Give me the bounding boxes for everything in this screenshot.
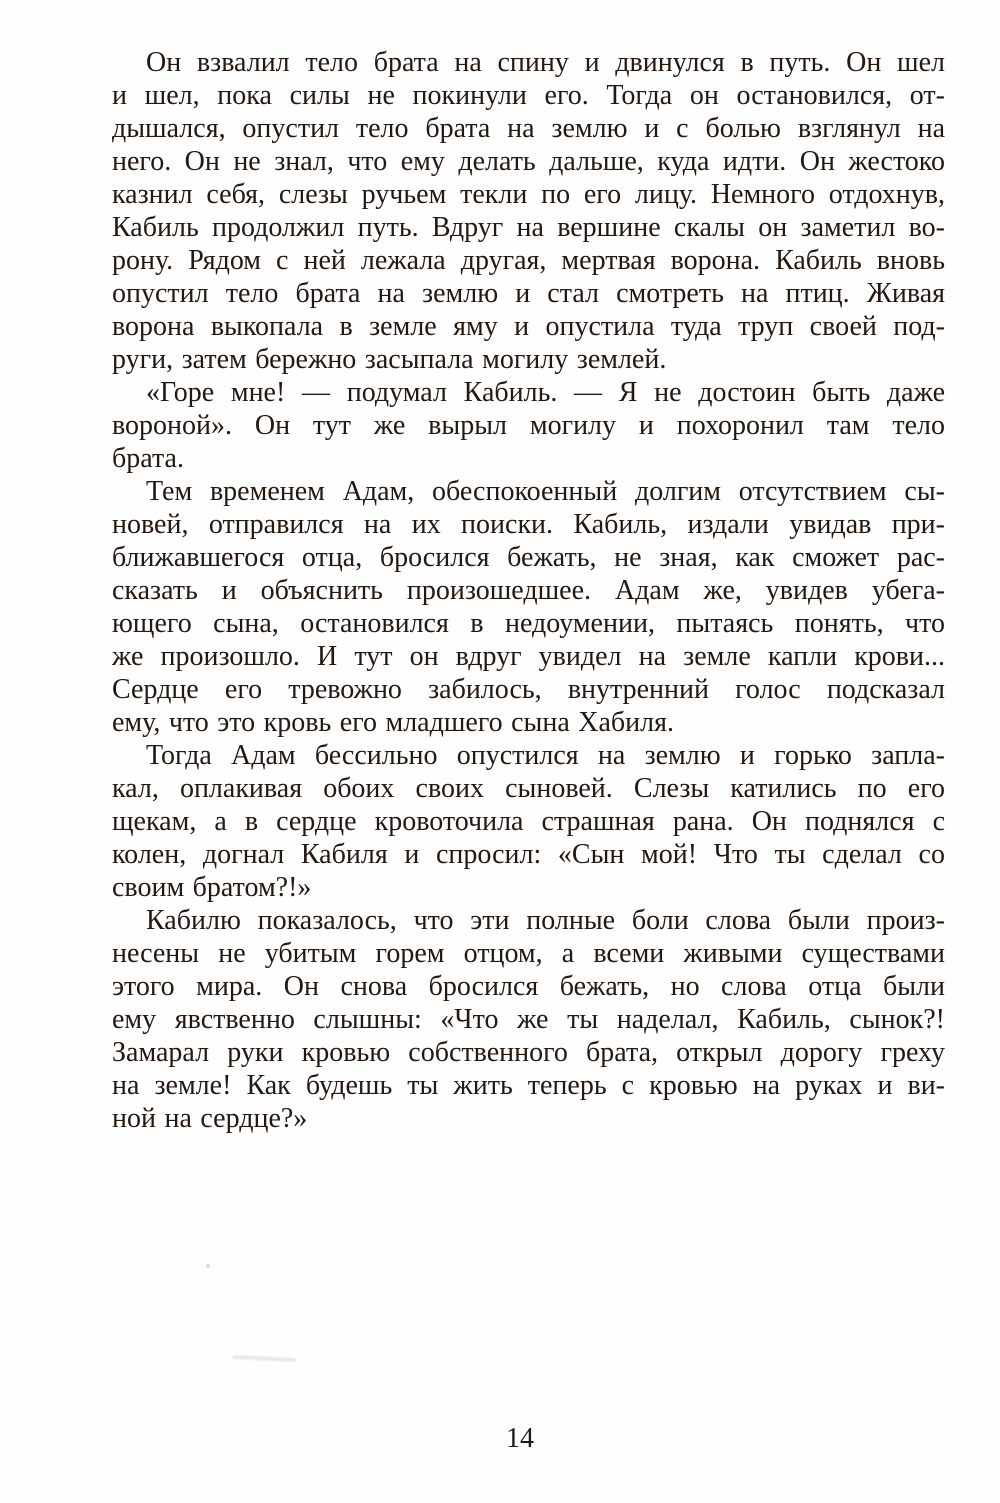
text-line: вороной». Он тут же вырыл могилу и похоронил там тело (112, 410, 945, 441)
text-line: новей, отправился на их поиски. Кабиль, издали увидав при- (112, 509, 945, 540)
text-line: руги, затем бережно засыпала могилу землей. (112, 344, 667, 375)
page-number: 14 (506, 1423, 534, 1454)
text-line: рону. Рядом с ней лежала другая, мертвая ворона. Кабиль вновь (112, 245, 945, 276)
text-line: этого мира. Он снова бросился бежать, но слова отца были (112, 971, 945, 1002)
scan-smudge (232, 1355, 296, 1361)
text-line: ему, что это кровь его младшего сына Хабиля. (112, 707, 675, 738)
paragraph (112, 904, 945, 1135)
text-line: ближавшегося отца, бросился бежать, не зная, как сможет рас- (112, 542, 945, 573)
text-line: несены не убитым горем отцом, а всеми живыми существами (112, 938, 945, 969)
text-line: и шел, пока силы не покинули его. Тогда он остановился, от- (112, 80, 945, 111)
text-line: Он взвалил тело брата на спину и двинулся в путь. Он шел (146, 47, 945, 78)
text-line: Сердце его тревожно забилось, внутренний голос подсказал (112, 674, 945, 705)
scan-speck (206, 1264, 210, 1268)
text-line: опустил тело брата на землю и стал смотреть на птиц. Живая (112, 278, 945, 309)
text-line: брата. (112, 443, 184, 474)
text-line: Замарал руки кровью собственного брата, открыл дорогу греху (112, 1037, 945, 1068)
text-line: Тогда Адам бессильно опустился на землю и горько запла- (146, 740, 945, 771)
text-line: ной на сердце?» (112, 1103, 308, 1134)
paragraph (112, 46, 945, 376)
text-line: сказать и объяснить произошедшее. Адам же, увидев убега- (112, 575, 945, 606)
page-text (112, 46, 945, 1135)
text-line: казнил себя, слезы ручьем текли по его лицу. Немного отдохнув, (112, 179, 945, 210)
text-line: ворона выкопала в земле яму и опустила туда труп своей под- (112, 311, 945, 342)
paragraph (112, 739, 945, 904)
text-line: дышался, опустил тело брата на землю и с болью взглянул на (112, 113, 945, 144)
text-line: ему явственно слышны: «Что же ты наделал, Кабиль, сынок?! (112, 1004, 945, 1035)
text-line: колен, догнал Кабиля и спросил: «Сын мой! Что ты сделал со (112, 839, 945, 870)
text-line: Тем временем Адам, обеспокоенный долгим отсутствием сы- (146, 476, 945, 507)
text-line: «Горе мне! — подумал Кабиль. — Я не достоин быть даже (146, 377, 945, 408)
paragraph (112, 376, 945, 475)
text-line: на земле! Как будешь ты жить теперь с кровью на руках и ви- (112, 1070, 945, 1101)
text-line: Кабиль продолжил путь. Вдруг на вершине скалы он заметил во- (112, 212, 945, 243)
text-line: него. Он не знал, что ему делать дальше, куда идти. Он жестоко (112, 146, 945, 177)
text-line: кал, оплакивая обоих своих сыновей. Слезы катились по его (112, 773, 945, 804)
text-line: щекам, а в сердце кровоточила страшная рана. Он поднялся с (112, 806, 945, 837)
text-line: же произошло. И тут он вдруг увидел на земле капли крови... (112, 641, 945, 672)
text-line: своим братом?!» (112, 872, 312, 903)
text-line: ющего сына, остановился в недоумении, пытаясь понять, что (112, 608, 945, 639)
paragraph (112, 475, 945, 739)
text-line: Кабилю показалось, что эти полные боли слова были произ- (146, 905, 945, 936)
